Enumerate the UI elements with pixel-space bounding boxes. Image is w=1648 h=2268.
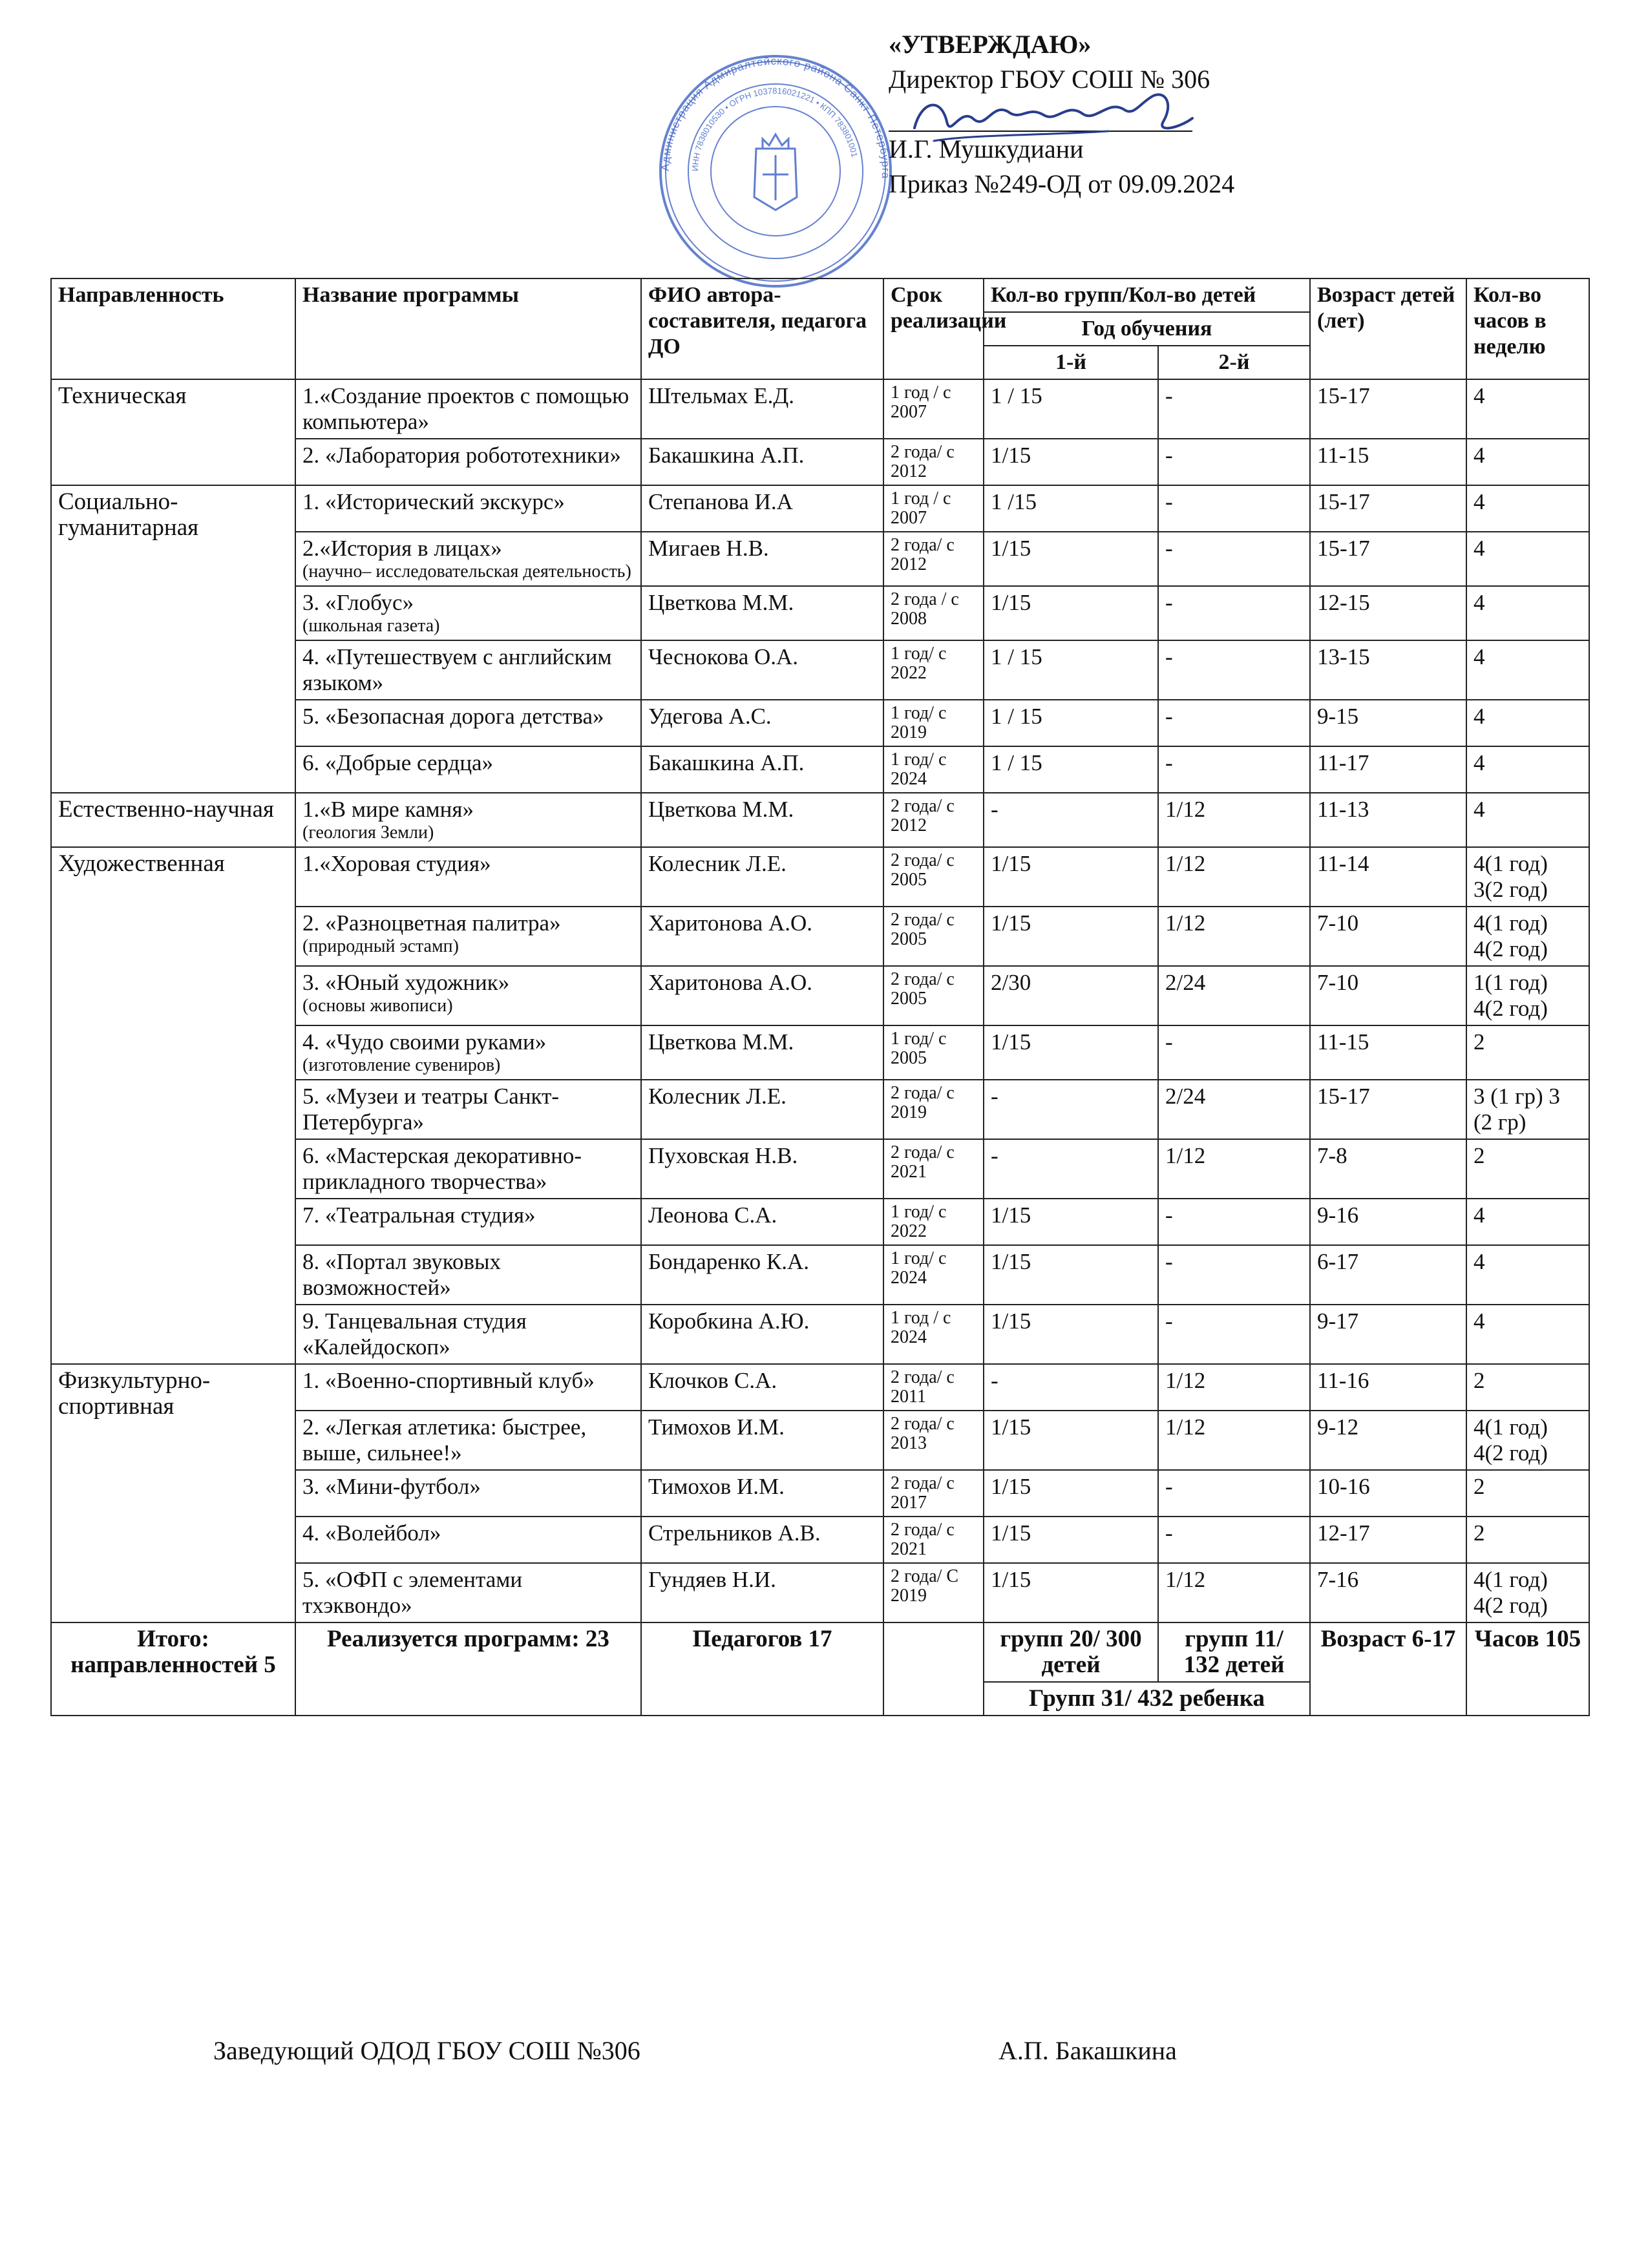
program-cell <box>295 1305 641 1364</box>
author-cell: Степанова И.А <box>641 485 883 532</box>
year1-cell: 1/15 <box>984 907 1158 966</box>
table-row <box>51 793 1589 847</box>
year1-cell: 1 / 15 <box>984 746 1158 793</box>
age-cell: 11-17 <box>1310 746 1466 793</box>
hours-cell: 2 <box>1466 1364 1589 1411</box>
term-cell: 2 года/ с 2005 <box>883 847 984 907</box>
program-name: 2. «Разноцветная палитра» <box>302 910 561 936</box>
hours-cell: 4 <box>1466 746 1589 793</box>
program-name: 5. «Безопасная дорога детства» <box>302 704 604 729</box>
year2-cell: 1/12 <box>1158 793 1310 847</box>
program-name: 3. «Юный художник» <box>302 970 510 995</box>
program-cell <box>295 1411 641 1470</box>
year2-cell: 1/12 <box>1158 1364 1310 1411</box>
term-cell: 2 года/ с 2017 <box>883 1470 984 1517</box>
year1-cell: 1 / 15 <box>984 700 1158 746</box>
approval-title: «УТВЕРЖДАЮ» <box>889 30 1092 59</box>
program-name: 2. «Легкая атлетика: быстрее, выше, сильнее!» <box>302 1414 587 1465</box>
year2-cell: - <box>1158 1517 1310 1563</box>
year2-cell: - <box>1158 640 1310 700</box>
program-name: 3. «Глобус» <box>302 590 414 615</box>
author-cell: Цветкова М.М. <box>641 1025 883 1080</box>
hours-cell: 2 <box>1466 1139 1589 1199</box>
hours-cell: 4 <box>1466 640 1589 700</box>
term-cell: 2 года/ с 2011 <box>883 1364 984 1411</box>
author-cell: Чеснокова О.А. <box>641 640 883 700</box>
author-cell: Клочков С.А. <box>641 1364 883 1411</box>
year1-cell: 1/15 <box>984 1025 1158 1080</box>
year1-cell: 1/15 <box>984 1305 1158 1364</box>
direction-cell: Социально-гуманитарная <box>51 485 295 793</box>
programs-table <box>50 278 1590 1716</box>
author-cell: Харитонова А.О. <box>641 966 883 1025</box>
table-row <box>51 485 1589 532</box>
program-cell <box>295 1199 641 1245</box>
header-age: Возраст детей (лет) <box>1310 278 1466 379</box>
year2-cell: 1/12 <box>1158 1411 1310 1470</box>
year1-cell: 1/15 <box>984 1411 1158 1470</box>
program-note: (изготовление сувениров) <box>302 1055 501 1075</box>
total-year-2: групп 11/ 132 детей <box>1158 1622 1310 1682</box>
author-cell: Цветкова М.М. <box>641 793 883 847</box>
program-name: 4. «Путешествуем с английским языком» <box>302 644 612 695</box>
author-cell: Пуховская Н.В. <box>641 1139 883 1199</box>
age-cell: 9-17 <box>1310 1305 1466 1364</box>
director-signature <box>895 83 1199 154</box>
year1-cell: 1/15 <box>984 1245 1158 1305</box>
header-term: Срок реализации <box>883 278 984 379</box>
author-cell: Бакашкина А.П. <box>641 746 883 793</box>
hours-cell: 4 <box>1466 1199 1589 1245</box>
total-programs: Реализуется программ: 23 <box>295 1622 641 1716</box>
total-term <box>883 1622 984 1716</box>
program-cell <box>295 793 641 847</box>
program-note: (природный эстамп) <box>302 936 459 956</box>
program-cell <box>295 586 641 640</box>
year2-cell: - <box>1158 700 1310 746</box>
program-name: 6. «Добрые сердца» <box>302 750 494 775</box>
approval-name: И.Г. Мушкудиани <box>889 134 1084 163</box>
hours-cell: 4(1 год) 4(2 год) <box>1466 1563 1589 1622</box>
age-cell: 11-16 <box>1310 1364 1466 1411</box>
term-cell: 1 год/ с 2022 <box>883 1199 984 1245</box>
hours-cell: 2 <box>1466 1025 1589 1080</box>
year1-cell: 1 /15 <box>984 485 1158 532</box>
table-row <box>51 847 1589 907</box>
term-cell: 2 года/ с 2021 <box>883 1517 984 1563</box>
age-cell: 15-17 <box>1310 532 1466 586</box>
program-cell <box>295 966 641 1025</box>
hours-cell: 4(1 год) 4(2 год) <box>1466 907 1589 966</box>
footer-name: А.П. Бакашкина <box>998 2036 1177 2065</box>
year1-cell: - <box>984 793 1158 847</box>
seal-outer-text: Администрация Адмиралтейского района Санкт-Петербурга <box>659 54 893 180</box>
year2-cell: - <box>1158 1025 1310 1080</box>
direction-cell: Техническая <box>51 379 295 485</box>
program-name: 1. «Военно-спортивный клуб» <box>302 1368 595 1393</box>
program-cell <box>295 640 641 700</box>
program-name: 4. «Чудо своими руками» <box>302 1029 547 1055</box>
program-cell <box>295 1563 641 1622</box>
age-cell: 11-15 <box>1310 439 1466 485</box>
direction-cell: Художественная <box>51 847 295 1364</box>
header-direction: Направленность <box>51 278 295 379</box>
program-name: 8. «Портал звуковых возможностей» <box>302 1249 502 1300</box>
age-cell: 7-10 <box>1310 907 1466 966</box>
hours-cell: 4(1 год) 3(2 год) <box>1466 847 1589 907</box>
program-cell <box>295 1025 641 1080</box>
author-cell: Цветкова М.М. <box>641 586 883 640</box>
hours-cell: 4(1 год) 4(2 год) <box>1466 1411 1589 1470</box>
program-cell <box>295 746 641 793</box>
author-cell: Бондаренко К.А. <box>641 1245 883 1305</box>
author-cell: Тимохов И.М. <box>641 1470 883 1517</box>
age-cell: 12-15 <box>1310 586 1466 640</box>
program-cell <box>295 1364 641 1411</box>
hours-cell: 1(1 год) 4(2 год) <box>1466 966 1589 1025</box>
year1-cell: 1/15 <box>984 1199 1158 1245</box>
year2-cell: - <box>1158 1305 1310 1364</box>
year1-cell: - <box>984 1080 1158 1139</box>
age-cell: 9-12 <box>1310 1411 1466 1470</box>
year2-cell: 2/24 <box>1158 966 1310 1025</box>
year2-cell: - <box>1158 379 1310 439</box>
year2-cell: 1/12 <box>1158 1563 1310 1622</box>
year1-cell: 1/15 <box>984 586 1158 640</box>
header-program: Название программы <box>295 278 641 379</box>
program-name: 1.«В мире камня» <box>302 797 474 822</box>
program-cell <box>295 1139 641 1199</box>
term-cell: 1 год / с 2007 <box>883 485 984 532</box>
header-hours: Кол-во часов в неделю <box>1466 278 1589 379</box>
program-name: 2. «Лаборатория робототехники» <box>302 443 621 468</box>
author-cell: Леонова С.А. <box>641 1199 883 1245</box>
age-cell: 15-17 <box>1310 1080 1466 1139</box>
age-cell: 6-17 <box>1310 1245 1466 1305</box>
program-note: (основы живописи) <box>302 996 453 1016</box>
program-name: 1.«Хоровая студия» <box>302 851 491 876</box>
program-name: 6. «Мастерская декоративно-прикладного творчества» <box>302 1143 582 1194</box>
year2-cell: 1/12 <box>1158 1139 1310 1199</box>
hours-cell: 3 (1 гр) 3 (2 гр) <box>1466 1080 1589 1139</box>
term-cell: 2 года/ с 2005 <box>883 907 984 966</box>
official-seal <box>630 52 921 291</box>
hours-cell: 4 <box>1466 439 1589 485</box>
hours-cell: 4 <box>1466 1305 1589 1364</box>
program-name: 2.«История в лицах» <box>302 536 502 561</box>
year1-cell: 2/30 <box>984 966 1158 1025</box>
table-body <box>51 379 1589 1622</box>
header-author: ФИО автора-составителя, педагога ДО <box>641 278 883 379</box>
year1-cell: - <box>984 1139 1158 1199</box>
term-cell: 2 года/ с 2013 <box>883 1411 984 1470</box>
approval-order: Приказ №249-ОД от 09.09.2024 <box>889 169 1235 198</box>
grand-total: Групп 31/ 432 ребенка <box>984 1682 1310 1716</box>
year1-cell: 1/15 <box>984 532 1158 586</box>
author-cell: Гундяев Н.И. <box>641 1563 883 1622</box>
term-cell: 1 год/ с 2024 <box>883 1245 984 1305</box>
term-cell: 1 год / с 2024 <box>883 1305 984 1364</box>
term-cell: 1 год/ с 2024 <box>883 746 984 793</box>
header-year: Год обучения <box>984 312 1310 346</box>
term-cell: 1 год/ с 2005 <box>883 1025 984 1080</box>
table-row <box>51 1364 1589 1411</box>
hours-cell: 4 <box>1466 485 1589 532</box>
total-direction: Итого: направленностей 5 <box>51 1622 295 1716</box>
year2-cell: - <box>1158 746 1310 793</box>
program-cell <box>295 907 641 966</box>
direction-cell: Естественно-научная <box>51 793 295 847</box>
approval-position: Директор ГБОУ СОШ № 306 <box>889 65 1210 94</box>
program-name: 7. «Театральная студия» <box>302 1202 536 1228</box>
year2-cell: - <box>1158 1470 1310 1517</box>
header-year-1: 1-й <box>984 346 1158 379</box>
age-cell: 12-17 <box>1310 1517 1466 1563</box>
age-cell: 9-15 <box>1310 700 1466 746</box>
age-cell: 11-15 <box>1310 1025 1466 1080</box>
age-cell: 9-16 <box>1310 1199 1466 1245</box>
program-name: 9. Танцевальная студия «Калейдоскоп» <box>302 1308 527 1360</box>
program-cell <box>295 439 641 485</box>
hours-cell: 4 <box>1466 586 1589 640</box>
author-cell: Бакашкина А.П. <box>641 439 883 485</box>
hours-cell: 4 <box>1466 532 1589 586</box>
year1-cell: 1/15 <box>984 439 1158 485</box>
term-cell: 2 года/ с 2012 <box>883 793 984 847</box>
author-cell: Удегова А.С. <box>641 700 883 746</box>
age-cell: 13-15 <box>1310 640 1466 700</box>
total-hours: Часов 105 <box>1466 1622 1589 1716</box>
header-year-2: 2-й <box>1158 346 1310 379</box>
author-cell: Стрельников А.В. <box>641 1517 883 1563</box>
program-name: 1.«Создание проектов с помощью компьютера» <box>302 383 629 434</box>
program-note: (геология Земли) <box>302 823 434 843</box>
author-cell: Мигаев Н.В. <box>641 532 883 586</box>
year2-cell: - <box>1158 1245 1310 1305</box>
program-cell <box>295 1517 641 1563</box>
age-cell: 11-14 <box>1310 847 1466 907</box>
age-cell: 7-16 <box>1310 1563 1466 1622</box>
term-cell: 2 года/ с 2012 <box>883 532 984 586</box>
program-name: 3. «Мини-футбол» <box>302 1474 481 1499</box>
hours-cell: 2 <box>1466 1470 1589 1517</box>
year1-cell: 1/15 <box>984 847 1158 907</box>
author-cell: Харитонова А.О. <box>641 907 883 966</box>
program-name: 5. «ОФП с элементами тхэквондо» <box>302 1567 523 1618</box>
seal-inner-text: ИНН 7838010530 • ОГРН 1037816021221 • КПП 783801001 <box>690 85 860 172</box>
year1-cell: 1 / 15 <box>984 379 1158 439</box>
program-name: 1. «Исторический экскурс» <box>302 489 565 514</box>
year2-cell: - <box>1158 586 1310 640</box>
term-cell: 1 год/ с 2019 <box>883 700 984 746</box>
hours-cell: 2 <box>1466 1517 1589 1563</box>
program-note: (научно– исследовательская деятельность) <box>302 562 631 582</box>
term-cell: 2 года/ С 2019 <box>883 1563 984 1622</box>
year1-cell: - <box>984 1364 1158 1411</box>
program-cell <box>295 1245 641 1305</box>
program-name: 5. «Музеи и театры Санкт-Петербурга» <box>302 1084 560 1135</box>
age-cell: 10-16 <box>1310 1470 1466 1517</box>
age-cell: 7-8 <box>1310 1139 1466 1199</box>
age-cell: 11-13 <box>1310 793 1466 847</box>
age-cell: 15-17 <box>1310 379 1466 439</box>
program-note: (школьная газета) <box>302 616 440 636</box>
year2-cell: 2/24 <box>1158 1080 1310 1139</box>
year1-cell: 1/15 <box>984 1470 1158 1517</box>
total-year-1: групп 20/ 300 детей <box>984 1622 1158 1682</box>
hours-cell: 4 <box>1466 700 1589 746</box>
program-cell <box>295 847 641 907</box>
direction-cell: Физкультурно-спортивная <box>51 1364 295 1622</box>
age-cell: 7-10 <box>1310 966 1466 1025</box>
program-cell <box>295 1080 641 1139</box>
totals-row <box>51 1622 1589 1682</box>
year2-cell: 1/12 <box>1158 907 1310 966</box>
author-cell: Колесник Л.Е. <box>641 847 883 907</box>
footer-position: Заведующий ОДОД ГБОУ СОШ №306 <box>213 2036 640 2065</box>
total-teachers: Педагогов 17 <box>641 1622 883 1716</box>
author-cell: Тимохов И.М. <box>641 1411 883 1470</box>
year2-cell: - <box>1158 439 1310 485</box>
total-age: Возраст 6-17 <box>1310 1622 1466 1716</box>
term-cell: 1 год / с 2007 <box>883 379 984 439</box>
term-cell: 2 года/ с 2021 <box>883 1139 984 1199</box>
header-groups: Кол-во групп/Кол-во детей <box>984 278 1310 312</box>
term-cell: 2 года/ с 2019 <box>883 1080 984 1139</box>
year1-cell: 1/15 <box>984 1563 1158 1622</box>
table-row <box>51 379 1589 439</box>
program-cell <box>295 379 641 439</box>
author-cell: Коробкина А.Ю. <box>641 1305 883 1364</box>
year2-cell: - <box>1158 532 1310 586</box>
year2-cell: - <box>1158 1199 1310 1245</box>
year2-cell: - <box>1158 485 1310 532</box>
year1-cell: 1 / 15 <box>984 640 1158 700</box>
term-cell: 2 года / с 2008 <box>883 586 984 640</box>
program-cell <box>295 700 641 746</box>
program-name: 4. «Волейбол» <box>302 1520 441 1546</box>
author-cell: Штельмах Е.Д. <box>641 379 883 439</box>
term-cell: 1 год/ с 2022 <box>883 640 984 700</box>
term-cell: 2 года/ с 2012 <box>883 439 984 485</box>
hours-cell: 4 <box>1466 379 1589 439</box>
program-cell <box>295 1470 641 1517</box>
term-cell: 2 года/ с 2005 <box>883 966 984 1025</box>
year1-cell: 1/15 <box>984 1517 1158 1563</box>
hours-cell: 4 <box>1466 793 1589 847</box>
author-cell: Колесник Л.Е. <box>641 1080 883 1139</box>
program-cell <box>295 532 641 586</box>
hours-cell: 4 <box>1466 1245 1589 1305</box>
program-cell <box>295 485 641 532</box>
age-cell: 15-17 <box>1310 485 1466 532</box>
year2-cell: 1/12 <box>1158 847 1310 907</box>
